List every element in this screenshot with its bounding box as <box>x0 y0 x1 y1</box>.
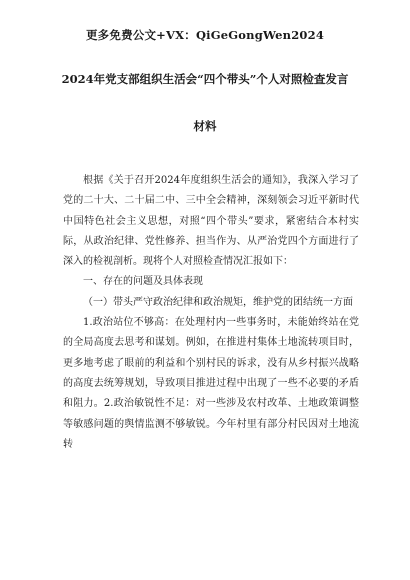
section-heading: 一、存在的问题及具体表现 <box>83 276 203 288</box>
body-paragraph: 1.政治站位不够高：在处理村内一些事务时，未能始终站在党的全局高度去思考和谋划。例如，在推进村集体土地流转项目时，更多地考虑了眼前的利益和个别村民的诉求，没有从乡村振兴战略的高度去统筹规划，导致项目推进过程中出现了一些不必要的矛盾和阻力。2.政治敏锐性不足：对一些涉及农村改革、土地政策调整等敏感问题的舆情监测不够敏锐。今年村里有部分村民因对土地流转 <box>63 317 359 450</box>
watermark-header: 更多免费公文+VX：QiGeGongWen2024 <box>85 28 325 42</box>
intro-paragraph: 根据《关于召开2024年度组织生活会的通知》，我深入学习了党的二十大、二十届二中、三中全会精神，深刻领会习近平新时代中国特色社会主义思想，对照“四个带头”要求，紧密结合本村实际，从政治纪律、党性修养、担当作为、从严治党四个方面进行了深入的检视剖析。现将个人对照检查情况汇报如下： <box>63 175 359 268</box>
subsection-heading: （一）带头严守政治纪律和政治规矩，维护党的团结统一方面 <box>83 296 353 308</box>
document-title-line-1: 2024年党支部组织生活会“四个带头”个人对照检查发言 <box>61 72 349 86</box>
document-title-line-2: 材料 <box>193 119 217 133</box>
document-body <box>63 171 359 455</box>
